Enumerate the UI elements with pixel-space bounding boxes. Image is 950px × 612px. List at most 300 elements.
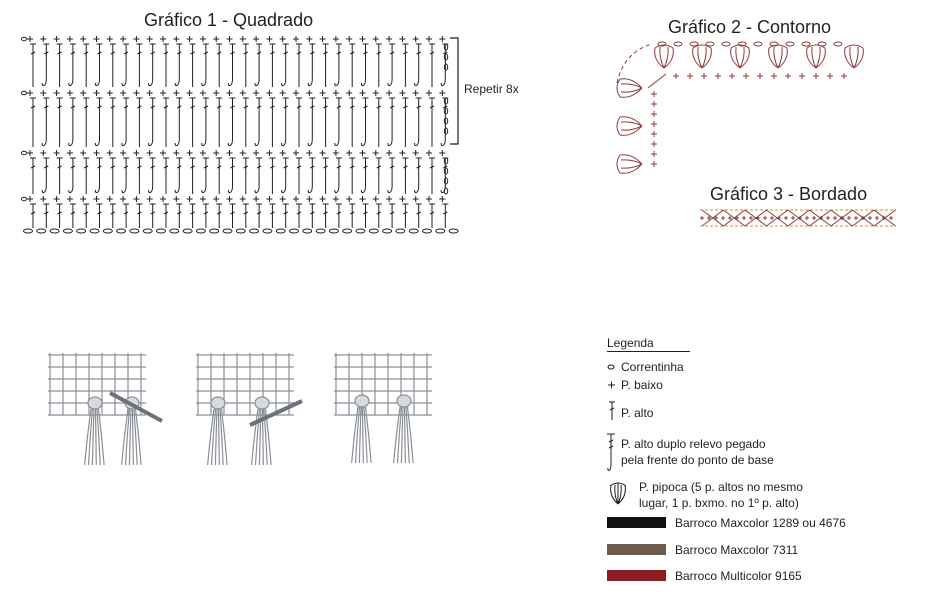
double-crochet-mark [136,158,142,194]
double-crochet-mark [216,98,222,147]
chain-mark [170,229,179,233]
double-crochet-mark [389,204,395,228]
double-crochet-mark [323,98,329,147]
single-crochet-mark [651,161,657,167]
single-crochet-mark [399,36,405,42]
single-crochet-mark [54,36,60,42]
single-crochet-mark [306,90,312,96]
single-crochet-mark [386,150,392,156]
single-crochet-mark [293,36,299,42]
chain-mark [674,42,682,46]
single-crochet-mark [160,36,166,42]
double-crochet-mark [163,44,169,87]
single-crochet-mark [107,90,113,96]
chart1-stitch-diagram [20,32,460,242]
front-post-mark [42,98,49,146]
double-crochet-mark [136,98,142,147]
double-crochet-mark [176,204,182,228]
single-crochet-mark [187,196,193,202]
double-crochet-mark [163,158,169,194]
chain-mark [786,42,794,46]
tassel-knot [397,395,411,407]
chain-mark [690,42,698,46]
single-crochet-mark [841,73,847,79]
double-crochet-mark [97,204,103,228]
single-crochet-mark [439,90,445,96]
single-crochet-mark [889,216,893,220]
legend-item-front-post-line1: P. alto duplo relevo pegado [621,437,766,451]
double-crochet-mark [57,204,63,228]
front-post-mark [415,44,422,86]
chain-mark [250,229,259,233]
color-swatch-red [607,570,666,581]
chain-mark [37,229,46,233]
single-crochet-mark [373,196,379,202]
front-post-mark [308,98,315,146]
double-crochet-mark [83,44,89,87]
chain-mark [236,229,245,233]
single-crochet-mark [399,90,405,96]
color-label-black: Barroco Maxcolor 1289 ou 4676 [675,516,846,530]
single-crochet-mark [386,196,392,202]
double-crochet-mark [123,204,129,228]
color-label-red: Barroco Multicolor 9165 [675,569,802,583]
front-post-mark [122,98,129,146]
double-crochet-mark [349,204,355,228]
double-crochet-mark [323,44,329,87]
double-crochet-icon [607,400,619,422]
popcorn-mark [769,45,788,68]
double-crochet-mark [70,204,76,228]
single-crochet-mark [280,196,286,202]
double-crochet-mark [256,204,262,228]
popcorn-mark [807,45,826,68]
color-swatch-brown [607,544,666,555]
double-crochet-mark [363,204,369,228]
tassel-knot [88,397,102,409]
single-crochet-mark [147,196,153,202]
double-crochet-mark [30,204,36,228]
single-crochet-mark [253,90,259,96]
single-crochet-mark [133,150,139,156]
single-crochet-mark [785,73,791,79]
single-crochet-mark [187,150,193,156]
single-crochet-mark [651,141,657,147]
single-crochet-mark [701,73,707,79]
single-crochet-mark [687,73,693,79]
double-crochet-mark [203,204,209,228]
single-crochet-mark [240,150,246,156]
single-crochet-mark [240,36,246,42]
front-post-mark [69,158,76,193]
double-crochet-mark [402,204,408,228]
double-crochet-mark [216,158,222,194]
legend-underline [607,351,690,352]
front-post-mark [282,98,289,146]
chart2-title: Gráfico 2 - Contorno [668,17,832,37]
popcorn-mark [617,117,642,136]
popcorn-mark [617,155,642,174]
single-crochet-mark [40,90,46,96]
single-crochet-mark [40,150,46,156]
single-crochet-mark [728,216,732,220]
color-swatch-black [607,517,666,528]
single-crochet-mark [651,101,657,107]
double-crochet-mark [243,204,249,228]
double-crochet-mark [376,158,382,194]
chain-mark [196,229,205,233]
single-crochet-mark [80,36,86,42]
front-post-mark [308,44,315,86]
front-post-mark [415,98,422,146]
double-crochet-mark [163,204,169,228]
single-crochet-mark [742,216,746,220]
front-post-mark [122,158,129,193]
double-crochet-mark [190,204,196,228]
single-crochet-mark [160,90,166,96]
chain-mark [130,229,139,233]
single-crochet-mark [27,150,33,156]
front-post-mark [282,44,289,86]
front-post-mark [69,44,76,86]
double-crochet-mark [163,98,169,147]
single-crochet-mark [386,90,392,96]
double-crochet-mark [30,158,36,194]
single-crochet-mark [346,90,352,96]
front-post-mark [95,44,102,86]
front-post-mark [415,158,422,193]
single-crochet-mark [120,36,126,42]
single-crochet-mark [80,196,86,202]
double-crochet-mark [416,204,422,228]
double-crochet-mark [296,44,302,87]
double-crochet-mark [296,98,302,147]
single-crochet-mark [94,36,100,42]
single-crochet-mark [173,196,179,202]
single-crochet-mark [280,90,286,96]
legend-item-popcorn-line2: lugar, 1 p. bxmo. no 1º p. alto) [639,496,799,510]
single-crochet-mark [854,216,858,220]
single-crochet-mark [439,150,445,156]
single-crochet-mark [27,196,33,202]
legend-heading: Legenda [607,336,654,350]
single-crochet-mark [213,90,219,96]
front-post-mark [42,158,49,193]
single-crochet-mark [777,216,781,220]
chart2-contour-diagram [612,38,872,178]
popcorn-icon [606,480,630,508]
fringe-illustration [40,345,460,475]
single-crochet-mark [293,150,299,156]
single-crochet-mark [413,196,419,202]
tassel-strands [122,409,142,465]
single-crochet-mark [253,36,259,42]
chain-mark [63,229,72,233]
chain-mark [103,229,112,233]
chain-mark [210,229,219,233]
single-crochet-mark [373,150,379,156]
popcorn-mark [655,45,674,68]
chain-mark [24,229,33,233]
single-crochet-mark [875,216,879,220]
single-crochet-mark [333,196,339,202]
single-crochet-mark [266,36,272,42]
single-crochet-mark [94,196,100,202]
front-post-mark [228,98,235,146]
double-crochet-mark [376,44,382,87]
front-post-mark [228,158,235,193]
double-crochet-mark [150,204,156,228]
double-crochet-mark [190,44,196,87]
popcorn-mark [693,45,712,68]
popcorn-mark [845,45,864,68]
single-crochet-mark [293,196,299,202]
single-crochet-mark [333,36,339,42]
double-crochet-mark [376,204,382,228]
single-crochet-mark [280,36,286,42]
single-crochet-mark [160,196,166,202]
color-label-brown: Barroco Maxcolor 7311 [675,543,799,557]
chain-mark [303,229,312,233]
single-crochet-mark [200,150,206,156]
front-post-mark [361,98,368,146]
front-post-mark [388,158,395,193]
single-crochet-mark [94,90,100,96]
single-crochet-mark [40,196,46,202]
chain-mark [706,42,714,46]
single-crochet-mark [346,36,352,42]
front-post-mark [42,44,49,86]
single-crochet-mark [280,150,286,156]
double-crochet-mark [83,158,89,194]
single-crochet-mark [120,196,126,202]
double-crochet-mark [216,204,222,228]
single-crochet-mark [54,150,60,156]
single-crochet-mark [770,216,774,220]
single-crochet-mark [227,36,233,42]
front-post-mark [282,158,289,193]
single-crochet-mark [813,73,819,79]
single-crochet-mark [227,196,233,202]
chain-mark [77,229,86,233]
single-crochet-mark [253,196,259,202]
single-crochet-mark [107,196,113,202]
single-crochet-mark [651,121,657,127]
chain-mark [329,229,338,233]
double-crochet-mark [136,44,142,87]
chain-mark [157,229,166,233]
single-crochet-mark [147,90,153,96]
single-crochet-mark [320,150,326,156]
single-crochet-mark [107,150,113,156]
single-crochet-mark [133,36,139,42]
double-crochet-mark [57,158,63,194]
single-crochet-mark [757,73,763,79]
tassel-strands [85,409,105,465]
chain-mark [423,229,432,233]
front-post-mark [388,98,395,146]
chain-mark [290,229,299,233]
single-crochet-mark [173,36,179,42]
chain-mark [90,229,99,233]
chain-mark [356,229,365,233]
double-crochet-mark [269,204,275,228]
single-crochet-mark [426,36,432,42]
popcorn-mark [731,45,750,68]
double-crochet-mark [110,98,116,147]
chain-mark [22,151,27,155]
legend-item-chain: Correntinha [621,360,684,374]
chain-mark [22,37,27,41]
double-crochet-mark [243,98,249,147]
chain-mark [834,42,842,46]
single-crochet-mark [805,216,809,220]
single-crochet-mark [306,150,312,156]
single-crochet-mark [80,150,86,156]
single-crochet-mark [833,216,837,220]
front-post-mark [388,44,395,86]
single-crochet-mark [293,90,299,96]
front-post-mark [175,158,182,193]
front-post-mark [308,158,315,193]
single-crochet-mark [80,90,86,96]
single-crochet-mark [373,36,379,42]
front-post-mark [202,44,209,86]
front-post-mark [69,98,76,146]
single-crochet-mark [266,90,272,96]
front-post-mark [149,44,156,86]
double-crochet-mark [376,98,382,147]
single-crochet-mark [360,196,366,202]
double-crochet-mark [283,204,289,228]
single-crochet-mark [200,196,206,202]
chain-mark [316,229,325,233]
double-crochet-mark [30,44,36,87]
front-post-mark [335,158,342,193]
chain-mark [449,229,458,233]
single-crochet-mark [107,36,113,42]
front-post-mark [335,98,342,146]
chain-mark [276,229,285,233]
single-crochet-mark [320,36,326,42]
single-crochet-mark [240,196,246,202]
single-crochet-mark [651,131,657,137]
double-crochet-mark [296,204,302,228]
single-crochet-mark [27,36,33,42]
single-crochet-mark [426,90,432,96]
double-crochet-mark [190,98,196,147]
single-crochet-mark [147,36,153,42]
single-crochet-mark [413,90,419,96]
legend-item-popcorn-line1: P. pipoca (5 p. altos no mesmo [639,480,803,494]
single-crochet-mark [784,216,788,220]
chain-mark [802,42,810,46]
single-crochet-mark [413,36,419,42]
repeat-label: Repetir 8x [464,82,519,96]
single-crochet-mark [439,196,445,202]
double-crochet-mark [402,44,408,87]
front-post-mark [202,158,209,193]
double-crochet-mark [110,158,116,194]
front-post-mark [175,44,182,86]
chain-mark [143,229,152,233]
single-crochet-mark [756,216,760,220]
double-crochet-mark [296,158,302,194]
single-crochet-mark [729,73,735,79]
double-crochet-mark [429,98,435,147]
single-crochet-mark [700,216,704,220]
single-crochet-mark [346,150,352,156]
single-crochet-mark [67,150,73,156]
chart3-title: Gráfico 3 - Bordado [710,184,868,204]
single-crochet-mark [847,216,851,220]
double-crochet-mark [243,44,249,87]
chain-mark [263,229,272,233]
double-crochet-mark [349,158,355,194]
double-crochet-mark [349,44,355,87]
single-crochet-mark [147,150,153,156]
single-crochet-mark [771,73,777,79]
front-post-mark [361,158,368,193]
single-crochet-mark [120,150,126,156]
front-post-mark [361,44,368,86]
single-crochet-mark [333,90,339,96]
single-crochet-mark [320,90,326,96]
popcorn-mark [617,79,642,98]
legend-item-front-post-line2: pela frente do ponto de base [621,453,774,467]
chain-mark [22,91,27,95]
double-crochet-mark [269,44,275,87]
legend-item-double-crochet: P. alto [621,406,654,420]
chain-mark [223,229,232,233]
single-crochet-mark [651,151,657,157]
front-post-mark [149,98,156,146]
corner-chain [648,74,666,88]
front-post-mark [202,98,209,146]
front-post-mark [122,44,129,86]
double-crochet-mark [309,204,315,228]
double-crochet-mark [402,158,408,194]
tassel-knot [211,397,225,409]
repeat-bracket [448,36,462,148]
front-post-mark [149,158,156,193]
double-crochet-mark [43,204,49,228]
single-crochet-mark [253,150,259,156]
single-crochet-mark [651,111,657,117]
chain-mark [383,229,392,233]
single-crochet-mark [399,150,405,156]
double-crochet-mark [110,204,116,228]
single-crochet-mark [133,196,139,202]
chain-mark [117,229,126,233]
double-crochet-mark [323,158,329,194]
single-crochet-mark [67,36,73,42]
double-crochet-mark [429,44,435,87]
single-crochet-mark [227,150,233,156]
front-post-mark [175,98,182,146]
single-crochet-mark [173,90,179,96]
tassel-strands [208,409,228,465]
front-post-mark [335,44,342,86]
single-crochet-mark [439,36,445,42]
single-crochet-mark [749,216,753,220]
chain-mark [436,229,445,233]
tassel-knot [255,397,269,409]
double-crochet-mark [57,98,63,147]
single-crochet-mark [213,196,219,202]
single-crochet-mark [360,150,366,156]
single-crochet-mark [200,36,206,42]
